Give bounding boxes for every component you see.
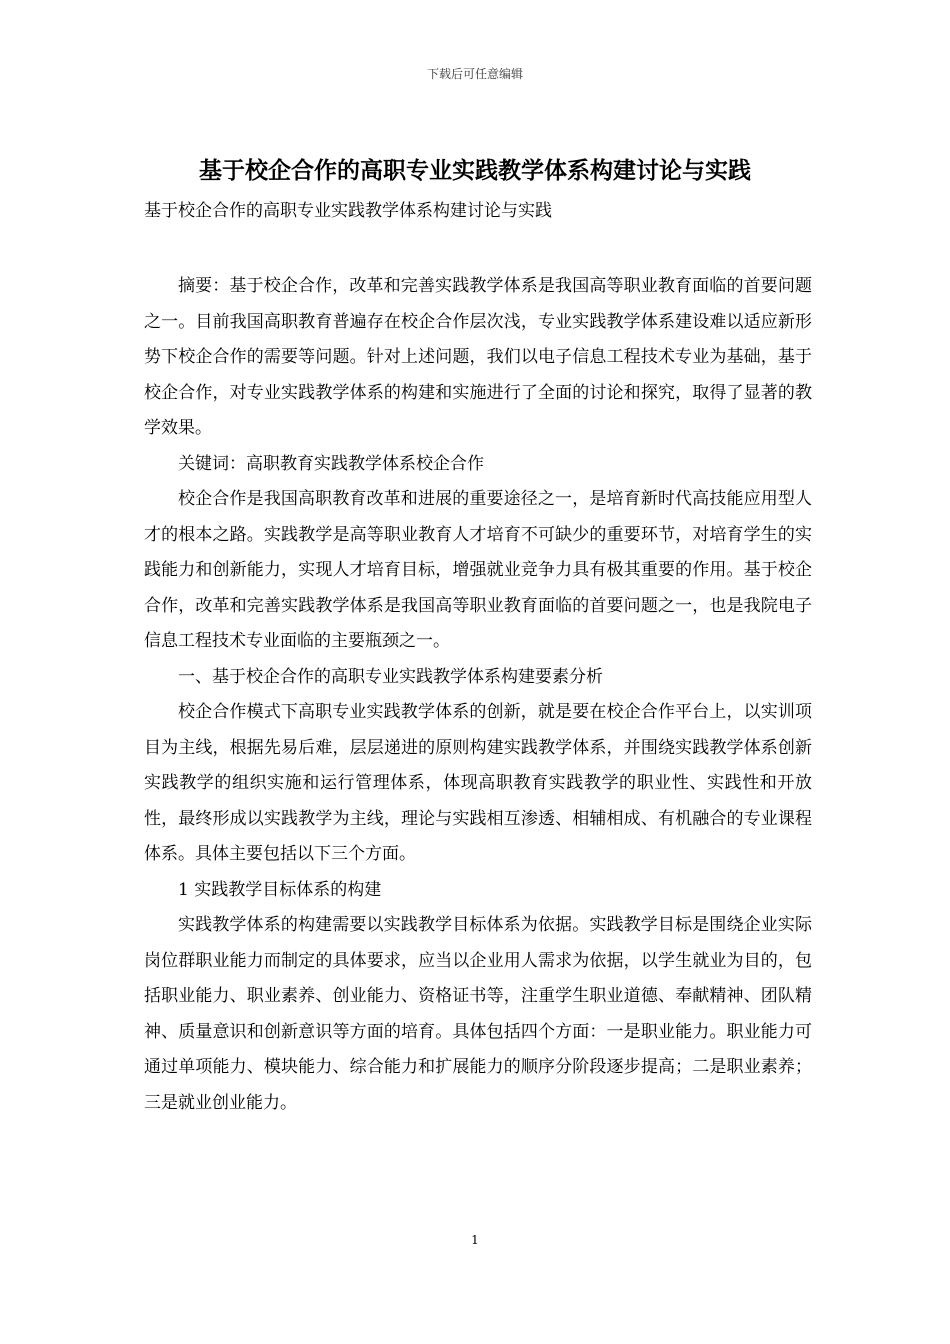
subsection-heading-1: 1 实践教学目标体系的构建 <box>178 879 382 900</box>
section-1-paragraph: 校企合作模式下高职专业实践教学体系的创新，就是要在校企合作平台上，以实训项目为主线，根据先易后难，层层递进的原则构建实践教学体系，并围绕实践教学体系创新实践教学的组织实施和运行管理体系，体现高职教育实践教学的职业性、实践性和开放性，最终形成以实践教学为主线，理论与实践相互渗透、相辅相成、有机融合的专业课程体系。具体主要包括以下三个方面。 <box>144 702 812 864</box>
page-number: 1 <box>471 1233 479 1247</box>
document-body <box>144 269 812 1121</box>
intro-paragraph: 校企合作是我国高职教育改革和进展的重要途径之一，是培育新时代高技能应用型人才的根本之路。实践教学是高等职业教育人才培育不可缺少的重要环节，对培育学生的实践能力和创新能力，实现人才培育目标，增强就业竞争力具有极其重要的作用。基于校企合作，改革和完善实践教学体系是我国高等职业教育面临的首要问题之一，也是我院电子信息工程技术专业面临的主要瓶颈之一。 <box>144 489 812 651</box>
section-heading-1: 一、基于校企合作的高职专业实践教学体系构建要素分析 <box>178 666 603 687</box>
document-title: 基于校企合作的高职专业实践教学体系构建讨论与实践 <box>199 157 751 184</box>
keywords-paragraph: 关键词：高职教育实践教学体系校企合作 <box>178 453 484 474</box>
document-subtitle: 基于校企合作的高职专业实践教学体系构建讨论与实践 <box>144 201 552 221</box>
subsection-1-paragraph: 实践教学体系的构建需要以实践教学目标体系为依据。实践教学目标是围绕企业实际岗位群职业能力而制定的具体要求，应当以企业用人需求为依据，以学生就业为目的，包括职业能力、职业素养、创业能力、资格证书等，注重学生职业道德、奉献精神、团队精神、质量意识和创新意识等方面的培育。具体包括四个方面：一是职业能力。职业能力可通过单项能力、模块能力、综合能力和扩展能力的顺序分阶段逐步提高；二是职业素养；三是就业创业能力。 <box>144 915 812 1113</box>
abstract-paragraph: 摘要：基于校企合作，改革和完善实践教学体系是我国高等职业教育面临的首要问题之一。目前我国高职教育普遍存在校企合作层次浅，专业实践教学体系建设难以适应新形势下校企合作的需要等问题。针对上述问题，我们以电子信息工程技术专业为基础，基于校企合作，对专业实践教学体系的构建和实施进行了全面的讨论和探究，取得了显著的教学效果。 <box>144 276 812 438</box>
header-note: 下载后可任意编辑 <box>426 67 523 81</box>
